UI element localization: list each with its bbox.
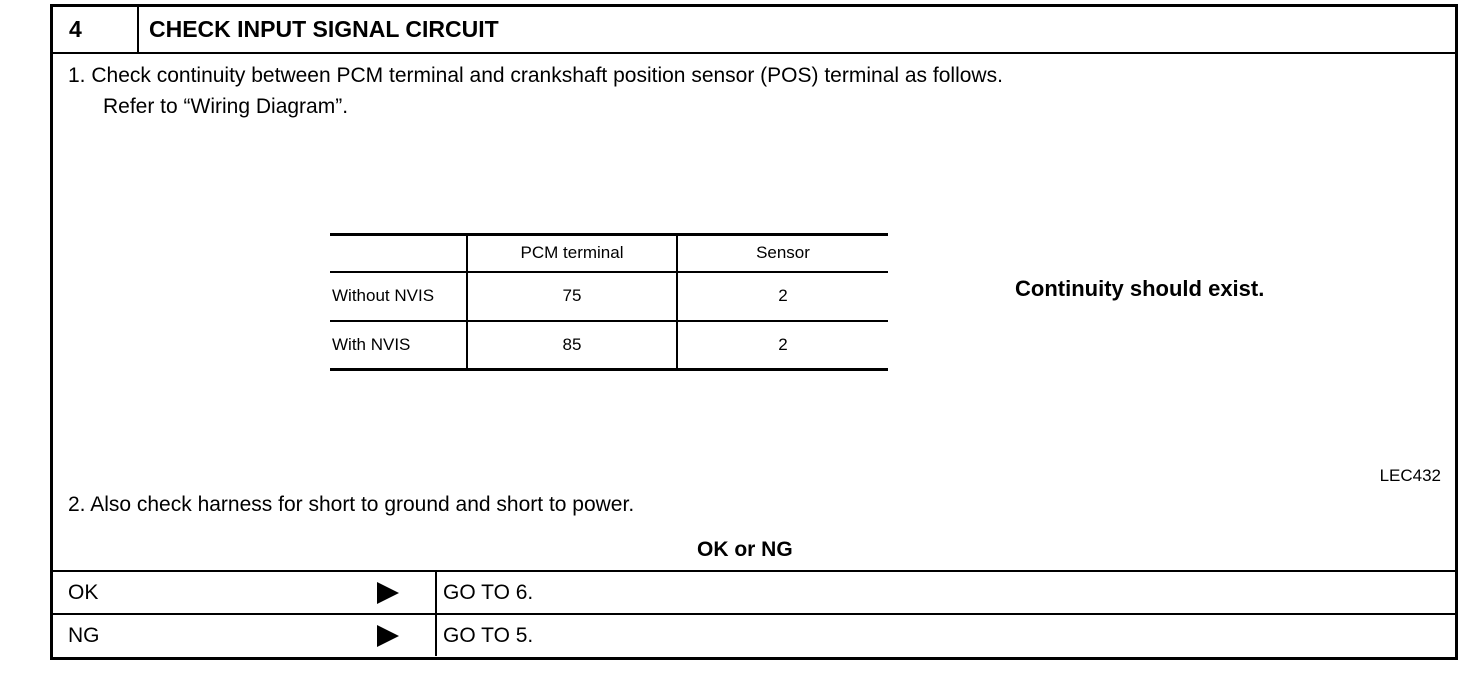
- pcm-terminal-value: 75: [467, 272, 677, 321]
- instruction-step-1: 1. Check continuity between PCM terminal and crankshaft position sensor (POS) terminal as follows.: [68, 64, 1003, 87]
- result-action: GO TO 5.: [443, 624, 534, 647]
- procedure-box: [50, 4, 1458, 660]
- column-header-sensor: Sensor: [677, 235, 888, 272]
- result-label: NG: [68, 624, 100, 647]
- sensor-terminal-value: 2: [677, 272, 888, 321]
- result-action: GO TO 6.: [443, 581, 534, 604]
- table-header-row: [330, 235, 888, 272]
- decision-prompt: OK or NG: [697, 538, 793, 561]
- result-row-ok: [53, 570, 1455, 613]
- instruction-step-2: 2. Also check harness for short to ground and short to power.: [68, 493, 635, 516]
- sensor-terminal-value: 2: [677, 321, 888, 370]
- terminal-spec-table: [330, 233, 888, 371]
- step-number: 4: [53, 7, 139, 52]
- column-header-pcm: PCM terminal: [467, 235, 677, 272]
- figure-code: LEC432: [1379, 466, 1441, 485]
- step-header: [53, 7, 1455, 54]
- column-header: [330, 235, 467, 272]
- arrow-right-icon: [377, 625, 399, 647]
- table-row: [330, 321, 888, 370]
- step-title: CHECK INPUT SIGNAL CIRCUIT: [149, 16, 499, 42]
- continuity-note: Continuity should exist.: [1015, 276, 1265, 301]
- arrow-right-icon: [377, 582, 399, 604]
- row-label: Without NVIS: [330, 272, 467, 321]
- row-label: With NVIS: [330, 321, 467, 370]
- result-row-ng: [53, 613, 1455, 656]
- result-label: OK: [68, 581, 99, 604]
- table-row: [330, 272, 888, 321]
- pcm-terminal-value: 85: [467, 321, 677, 370]
- divider: [435, 572, 437, 613]
- divider: [435, 615, 437, 656]
- instruction-step-1-ref: Refer to “Wiring Diagram”.: [103, 95, 349, 118]
